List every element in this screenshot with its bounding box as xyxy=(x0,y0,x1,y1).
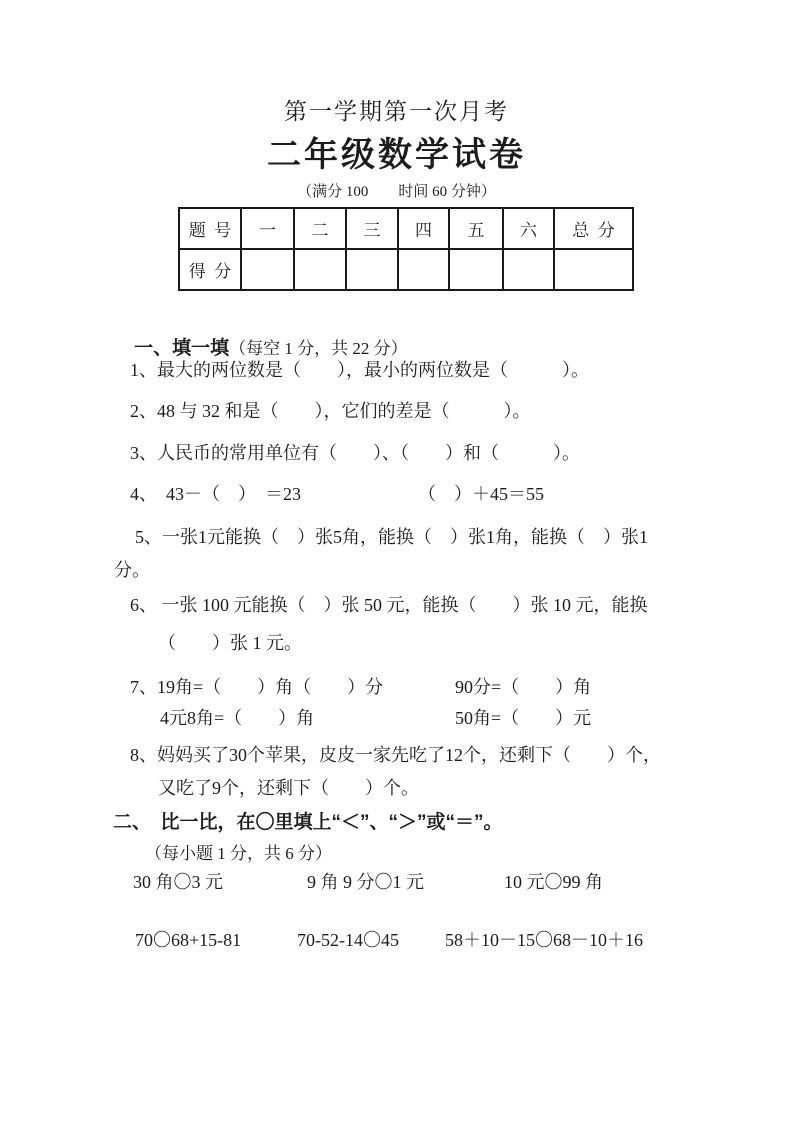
score-empty-cell xyxy=(398,249,449,290)
paper-meta: （满分 100 时间 60 分钟） xyxy=(297,184,496,200)
score-empty-cell xyxy=(449,249,503,290)
compare-row-1-item-1: 30 角〇3 元 xyxy=(133,872,223,892)
score-empty-cell xyxy=(294,249,346,290)
score-table-header-cell: 题 号 xyxy=(179,208,241,249)
score-table-header-cell: 总 分 xyxy=(554,208,633,249)
score-empty-cell xyxy=(346,249,398,290)
compare-row-2-item-1: 70〇68+15-81 xyxy=(135,930,242,950)
score-table-header-cell: 一 xyxy=(241,208,294,249)
compare-row-2-item-3: 58＋10－15〇68－10＋16 xyxy=(445,930,643,950)
section-two-heading: 二、 比一比，在〇里填上“＜”、“＞”或“＝”。 xyxy=(113,812,503,833)
score-table-header-row xyxy=(179,208,633,249)
score-table-header-cell: 四 xyxy=(398,208,449,249)
question-7-row-2-right: 50角=（ ）元 xyxy=(455,708,592,728)
score-empty-cell xyxy=(241,249,294,290)
question-5-line-2: 分。 xyxy=(114,560,150,580)
score-empty-cell xyxy=(503,249,554,290)
question-6-line-1: 6、 一张 100 元能换（ ）张 50 元，能换（ ）张 10 元，能换 xyxy=(130,595,648,615)
score-table-header-cell: 二 xyxy=(294,208,346,249)
question-8-line-2: 又吃了9个，还剩下（ ）个。 xyxy=(158,778,419,798)
section-one-note: （每空 1 分，共 22 分） xyxy=(229,338,408,358)
score-table-header-cell: 六 xyxy=(503,208,554,249)
section-one-title: 一、填一填 xyxy=(134,337,230,359)
compare-row-1-item-2: 9 角 9 分〇1 元 xyxy=(307,872,424,892)
question-2: 2、48 与 32 和是（ ），它们的差是（ ）。 xyxy=(130,401,531,421)
question-7-row-1-right: 90分=（ ）角 xyxy=(455,677,592,697)
question-4: 4、 43－（ ） ＝23 （ ）＋45＝55 xyxy=(130,484,544,504)
question-3: 3、人民币的常用单位有（ ）、（ ）和（ ）。 xyxy=(130,443,580,463)
question-6-line-2: （ ）张 1 元。 xyxy=(158,633,302,653)
question-8-line-1: 8、妈妈买了30个苹果，皮皮一家先吃了12个，还剩下（ ）个， xyxy=(130,745,661,765)
section-two-note: （每小题 1 分，共 6 分） xyxy=(145,844,332,863)
question-7-row-2-left: 4元8角=（ ）角 xyxy=(160,708,315,728)
compare-row-1-item-3: 10 元〇99 角 xyxy=(504,872,603,892)
exam-session-title: 第一学期第一次月考 xyxy=(284,99,509,124)
score-table-score-row xyxy=(179,249,633,290)
question-7-row-1-left: 7、19角=（ ）角（ ）分 xyxy=(130,677,384,697)
score-table-header-cell: 五 xyxy=(449,208,503,249)
score-table-header-cell: 三 xyxy=(346,208,398,249)
score-table xyxy=(178,207,634,291)
question-5-line-1: 5、一张1元能换（ ）张5角，能换（ ）张1角，能换（ ）张1 xyxy=(135,527,648,547)
score-label-cell: 得 分 xyxy=(179,249,241,290)
question-1: 1、最大的两位数是（ ），最小的两位数是（ ）。 xyxy=(130,360,589,380)
score-empty-cell xyxy=(554,249,633,290)
compare-row-2-item-2: 70-52-14〇45 xyxy=(297,930,399,950)
paper-title: 二年级数学试卷 xyxy=(267,136,526,174)
